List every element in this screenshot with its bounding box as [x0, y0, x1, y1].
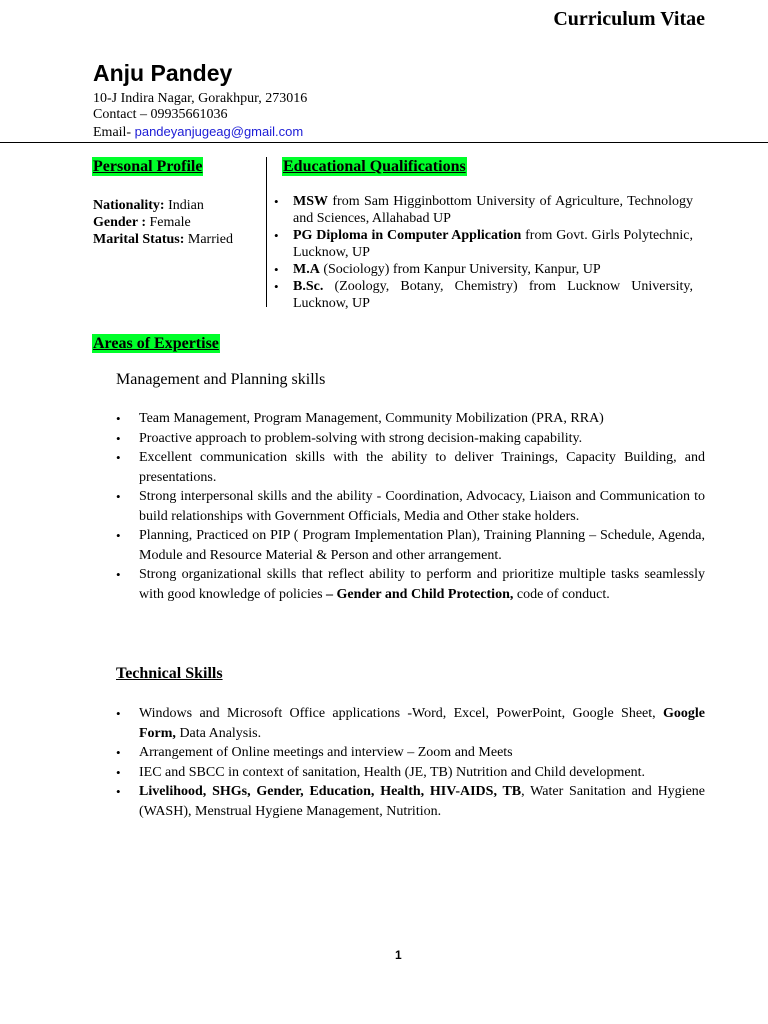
management-skills-title: Management and Planning skills [116, 371, 326, 388]
skill-text-tail: code of conduct. [513, 586, 610, 602]
education-detail: from Sam Higginbottom University of Agriculture, Technology and Sciences, Allahabad UP [293, 194, 693, 226]
skill-item [139, 782, 705, 821]
skill-item [139, 448, 705, 487]
nationality-label: Nationality: [93, 198, 165, 213]
marital-status-value: Married [184, 232, 233, 247]
education-degree: B.Sc. [293, 279, 324, 294]
personal-profile-heading [92, 157, 203, 176]
page-number: 1 [395, 948, 402, 962]
skill-item [139, 429, 705, 449]
skill-text: Excellent communication skills with the ability to deliver Trainings, Capacity Building, and presentations. [139, 450, 705, 485]
education-detail: from Govt. Girls Polytechnic, Lucknow, UP [293, 228, 693, 260]
header-divider [0, 142, 768, 143]
column-divider [266, 157, 267, 307]
skill-text: IEC and SBCC in context of sanitation, Health (JE, TB) Nutrition and Child development. [139, 764, 646, 780]
skill-text: Proactive approach to problem-solving with strong decision-making capability. [139, 430, 583, 446]
email-link[interactable]: pandeyanjugeag@gmail.com [134, 124, 304, 139]
skill-item [139, 565, 705, 604]
skill-item [139, 526, 705, 565]
technical-skills-title: Technical Skills [116, 665, 223, 682]
email-line [93, 123, 303, 141]
skill-item [139, 743, 705, 763]
skill-text-tail: Data Analysis. [175, 725, 262, 741]
technical-skills-list [139, 704, 705, 821]
education-item [293, 193, 693, 227]
management-skills-list [139, 409, 705, 604]
education-degree: M.A [293, 262, 320, 277]
education-list [293, 193, 693, 312]
email-label: Email- [93, 125, 135, 140]
nationality-value: Indian [164, 198, 204, 213]
education-detail: (Sociology) from Kanpur University, Kanpur, UP [319, 262, 601, 277]
contact-number: Contact – 09935661036 [93, 107, 228, 122]
expertise-heading-text: Areas of Expertise [93, 335, 219, 352]
skill-item [139, 763, 705, 783]
education-degree: MSW [293, 194, 328, 209]
skill-item [139, 704, 705, 743]
skill-emphasis: – Gender and Child Protection, [326, 586, 514, 602]
skill-item [139, 409, 705, 429]
education-detail: (Zoology, Botany, Chemistry) from Lucknow University, Lucknow, UP [293, 279, 693, 311]
education-degree: PG Diploma in Computer Application [293, 228, 522, 243]
gender-value: Female [146, 215, 191, 230]
gender-label: Gender : [93, 215, 147, 230]
skill-text: Strong interpersonal skills and the ability - Coordination, Advocacy, Liaison and Communication to build relationships with Government Officials, Media and Other stake holders. [139, 489, 705, 524]
skill-text: Strong organizational skills that reflect ability to perform and prioritize multiple tasks seamlessly with good knowledge of policies [139, 567, 705, 602]
skill-text: Arrangement of Online meetings and interview – Zoom and Meets [139, 745, 513, 760]
skill-emphasis: Livelihood, SHGs, Gender, Education, Health, HIV-AIDS, TB [139, 784, 522, 799]
skill-text-tail: , Water Sanitation and Hygiene (WASH), Menstrual Hygiene Management, Nutrition. [139, 784, 706, 819]
skill-text: Planning, Practiced on PIP ( Program Implementation Plan), Training Planning – Schedule, Agenda, Module and Resource Material & Person and other arrangement. [139, 528, 705, 563]
marital-status-field [93, 231, 233, 248]
skill-emphasis: Google Form, [139, 706, 705, 741]
education-heading-text: Educational Qualifications [283, 158, 466, 175]
nationality-field [93, 197, 204, 214]
address: 10-J Indira Nagar, Gorakhpur, 273016 [93, 91, 308, 106]
education-item [293, 278, 693, 312]
education-item [293, 261, 693, 278]
skill-item [139, 487, 705, 526]
marital-status-label: Marital Status: [93, 232, 185, 247]
education-heading [282, 157, 467, 176]
personal-profile-heading-text: Personal Profile [93, 158, 203, 175]
skill-text: Windows and Microsoft Office applications -Word, Excel, PowerPoint, Google Sheet, [139, 706, 663, 721]
education-item [293, 227, 693, 261]
skill-text: Team Management, Program Management, Community Mobilization (PRA, RRA) [139, 411, 604, 426]
expertise-heading [92, 334, 220, 353]
document-title: Curriculum Vitae [553, 8, 705, 30]
gender-field [93, 214, 191, 231]
candidate-name: Anju Pandey [93, 60, 233, 86]
